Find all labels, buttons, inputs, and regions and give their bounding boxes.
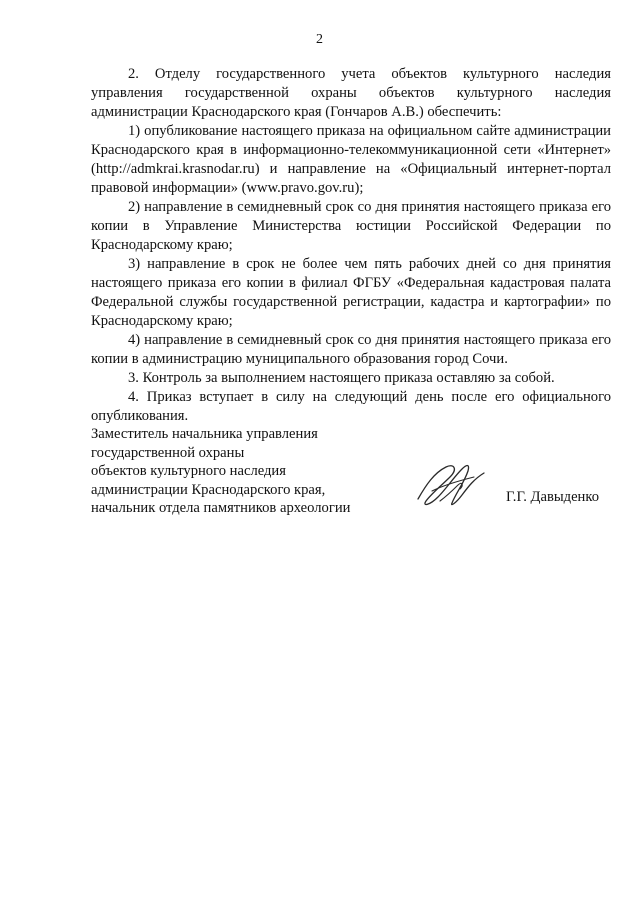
paragraph-2-2: 2) направление в семидневный срок со дня принятия настоящего приказа его копии в Управление Министерства юстиции Российской Федерации по Краснодарскому краю; <box>91 199 611 253</box>
paragraph-2-4: 4) направление в семидневный срок со дня принятия настоящего приказа его копии в администрацию муниципального образования город Сочи. <box>91 332 611 367</box>
paragraph-2: 2. Отделу государственного учета объектов культурного наследия управления государственной охраны объектов культурного наследия администрации Краснодарского края (Гончаров А.В.) обеспечить: <box>91 66 611 120</box>
position-line: объектов культурного наследия <box>91 463 286 480</box>
position-line: начальник отдела памятников археологии <box>91 500 351 517</box>
paragraph-3: 3. Контроль за выполнением настоящего приказа оставляю за собой. <box>128 370 555 386</box>
signatory-position <box>91 425 371 518</box>
position-line: Заместитель начальника управления <box>91 426 318 442</box>
signer-name: Г.Г. Давыденко <box>506 489 600 505</box>
paragraph-2-3: 3) направление в срок не более чем пять рабочих дней со дня принятия настоящего приказа его копии в филиал ФГБУ «Федеральная кадастровая палата Федеральной службы государственной регистрации, кадастра и картографии» по Краснодарскому краю; <box>91 256 611 329</box>
document-body <box>91 65 611 426</box>
paragraph-2-1: 1) опубликование настоящего приказа на официальном сайте администрации Краснодарского края в информационно-телекоммуникационной сети «Интернет» (http://admkrai.krasnodar.ru) и направление на «Официальный интернет-портал правовой информации» (www.pravo.gov.ru); <box>91 123 611 196</box>
position-line: государственной охраны <box>91 444 245 461</box>
paragraph-4: 4. Приказ вступает в силу на следующий день после его официального опубликования. <box>91 389 611 424</box>
position-line: администрации Краснодарского края, <box>91 481 326 498</box>
page-number: 2 <box>316 32 323 47</box>
handwritten-signature-icon <box>412 455 490 513</box>
